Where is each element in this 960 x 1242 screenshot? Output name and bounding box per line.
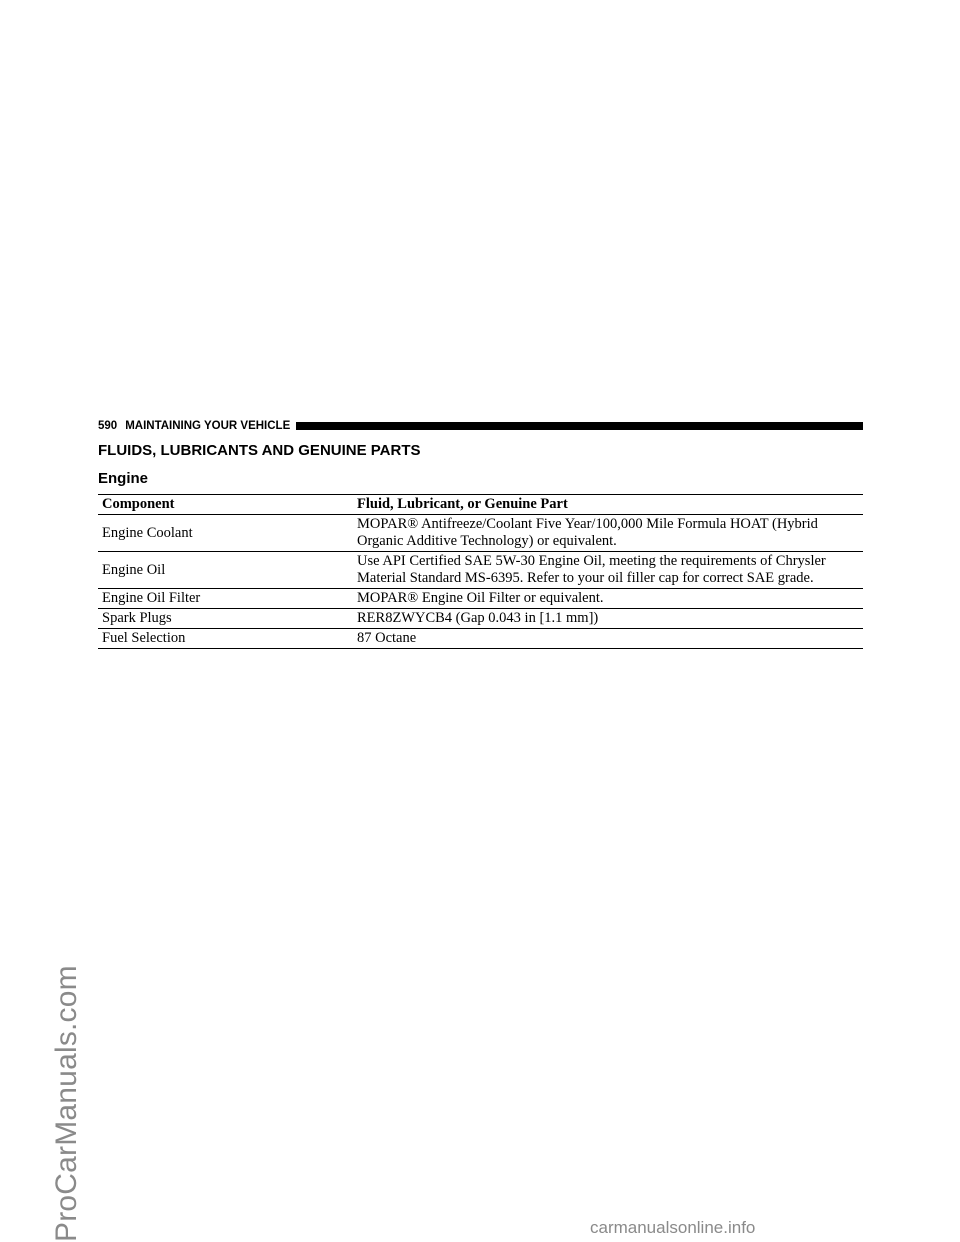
cell-part: Use API Certified SAE 5W-30 Engine Oil, meeting the requirements of Chrysler Material Standard MS-6395. Refer to your oil filler cap for correct SAE grade.: [353, 552, 863, 589]
page-number: 590: [98, 420, 118, 432]
column-header-part: Fluid, Lubricant, or Genuine Part: [353, 495, 863, 515]
cell-component: Engine Oil Filter: [98, 589, 353, 609]
fluids-table: [98, 494, 863, 649]
cell-component: Spark Plugs: [98, 609, 353, 629]
cell-part: RER8ZWYCB4 (Gap 0.043 in [1.1 mm]): [353, 609, 863, 629]
cell-component: Engine Coolant: [98, 515, 353, 552]
cell-part: MOPAR® Antifreeze/Coolant Five Year/100,000 Mile Formula HOAT (Hybrid Organic Additive Technology) or equivalent.: [353, 515, 863, 552]
table-row: [98, 589, 863, 609]
header-rule: [296, 422, 863, 430]
table-row: [98, 552, 863, 589]
page-header: [98, 418, 863, 434]
cell-part: MOPAR® Engine Oil Filter or equivalent.: [353, 589, 863, 609]
table-row: [98, 609, 863, 629]
table-row: [98, 629, 863, 649]
cell-component: Fuel Selection: [98, 629, 353, 649]
section-title: MAINTAINING YOUR VEHICLE: [125, 420, 291, 432]
table-row: [98, 515, 863, 552]
table-header-row: [98, 495, 863, 515]
subsection-title: Engine: [98, 470, 149, 487]
page-title: FLUIDS, LUBRICANTS AND GENUINE PARTS: [98, 442, 421, 459]
cell-component: Engine Oil: [98, 552, 353, 589]
footer-watermark: carmanualsonline.info: [590, 1218, 756, 1237]
side-watermark: ProCarManuals.com: [50, 965, 83, 1242]
cell-part: 87 Octane: [353, 629, 863, 649]
column-header-component: Component: [98, 495, 353, 515]
